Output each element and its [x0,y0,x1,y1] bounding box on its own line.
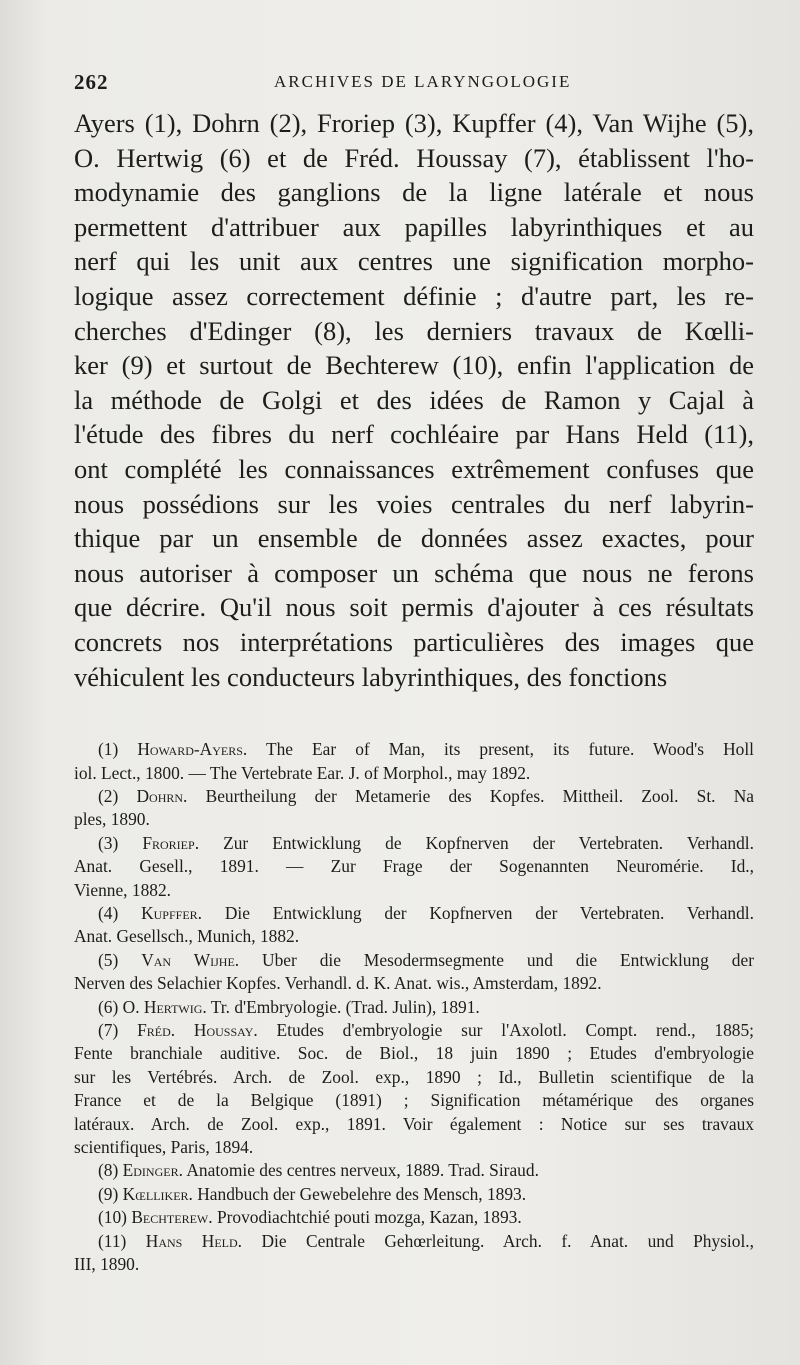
footnote-line: (5) Van Wijhe. Uber die Mesodermsegmente und die Entwicklung der [98,949,754,970]
footnote-text: Nerven des Selachier Kopfes. Verhandl. d. K. Anat. wis., Amsterdam, 1892. [74,973,602,994]
footnote-author: Froriep [142,832,195,853]
footnote-author: Kœlliker [122,1183,189,1204]
footnote [74,785,754,832]
footnote-line: (8) Edinger. Anatomie des centres nerveux, 1889. Trad. Siraud. [98,1160,539,1181]
journal-title: ARCHIVES DE LARYNGOLOGIE [274,72,572,91]
footnote-line: (1) Howard-Ayers. The Ear of Man, its present, its future. Wood's Holl [98,739,754,760]
footnote-text: Etudes d'embryologie sur l'Axolotl. Compt. rend., 1885; [276,1019,754,1040]
body-line: Ayers (1), Dohrn (2), Froriep (3), Kupffer (4), Van Wijhe (5), [74,108,754,138]
footnote-number: (7) [98,1019,138,1040]
footnote [74,832,754,902]
footnote-number: (10) [98,1207,132,1228]
footnote-line [74,1253,754,1276]
footnote-text: Handbuch der Gewebelehre des Mensch, 1893. [197,1183,527,1204]
body-line: ont complété les connaissances extrêmement confuses que [74,453,754,484]
footnote-author: Bechterew [131,1207,209,1228]
footnote [74,902,754,949]
body-line: O. Hertwig (6) et de Fréd. Houssay (7), établissent l'ho- [74,142,754,173]
body-line: cherches d'Edinger (8), les derniers travaux de Kœlli- [74,315,754,346]
footnote-line [74,879,754,902]
footnote [74,949,754,996]
footnote-text: Anat. Gesellsch., Munich, 1882. [74,926,300,947]
footnote-text: Vienne, 1882. [74,879,171,900]
footnote-line [74,925,754,948]
footnote-line [74,972,754,995]
footnote-text: sur les Vertébrés. Arch. de Zool. exp., 1890 ; Id., Bulletin scientifique de la [74,1066,754,1087]
footnote-line: (9) Kœlliker. Handbuch der Gewebelehre des Mensch, 1893. [98,1183,527,1204]
footnote-text: Fente branchiale auditive. Soc. de Biol., 18 juin 1890 ; Etudes d'embryologie [74,1043,754,1064]
footnote-author: O. Hertwig [122,996,203,1017]
body-line: modynamie des ganglions de la ligne latérale et nous [74,177,754,208]
footnote-line [74,1113,754,1136]
footnote-text: Beurtheilung der Metamerie des Kopfes. Mittheil. Zool. St. Na [205,785,754,806]
footnote-line: (3) Froriep. Zur Entwicklung de Kopfnerven der Vertebraten. Verhandl. [98,832,754,853]
footnote-line [74,1089,754,1112]
footnote-line: (11) Hans Held. Die Centrale Gehœrleitung. Arch. f. Anat. und Physiol., [98,1230,754,1251]
footnote-text: Die Entwicklung der Kopfnerven der Vertebraten. Verhandl. [224,902,754,923]
footnote [74,1159,754,1182]
footnote-author: Fréd. Houssay [137,1019,254,1040]
body-line: permettent d'attribuer aux papilles labyrinthiques et au [74,211,754,242]
footnote-author: Edinger [122,1160,179,1181]
footnote-text: Provodiachtchié pouti mozga, Kazan, 1893. [216,1207,522,1228]
body-line: l'étude des fibres du nerf cochléaire par Hans Held (11), [74,419,754,450]
footnote-author: Dohrn [136,785,184,806]
footnote-line: (2) Dohrn. Beurtheilung der Metamerie des Kopfes. Mittheil. Zool. St. Na [98,785,754,806]
footnote-line [74,1136,754,1159]
footnote-number: (5) [98,949,142,970]
footnote-text: Zur Entwicklung de Kopfnerven der Vertebraten. Verhandl. [223,832,754,853]
footnote-number: (2) [98,785,137,806]
footnote-number: (11) [98,1230,146,1251]
body-line: nous possédions sur les voies centrales du nerf labyrin- [74,488,754,519]
footnote-author: Hans Held [145,1230,238,1251]
footnotes [74,738,754,1276]
footnote-text: Die Centrale Gehœrleitung. Arch. f. Anat. und Physiol., [261,1230,754,1251]
footnote [74,996,754,1019]
footnote-line [74,855,754,878]
footnote-line [74,762,754,785]
footnote-text: Uber die Mesodermsegmente und die Entwicklung der [262,949,754,970]
footnote-author: Howard-Ayers [137,739,243,760]
footnote-text: III, 1890. [74,1254,140,1275]
footnote [74,1183,754,1206]
footnote-number: (8) [98,1160,123,1181]
footnote [74,738,754,785]
body-line: que décrire. Qu'il nous soit permis d'ajouter à ces résultats [74,592,754,623]
body-line: ker (9) et surtout de Bechterew (10), enfin l'application de [74,350,754,381]
footnote-line: (7) Fréd. Houssay. Etudes d'embryologie sur l'Axolotl. Compt. rend., 1885; [98,1019,754,1040]
footnote-line [74,1066,754,1089]
footnote-line [74,808,754,831]
footnote-line: (4) Kupffer. Die Entwicklung der Kopfnerven der Vertebraten. Verhandl. [98,902,754,923]
footnote [74,1019,754,1159]
footnote-text: Anat. Gesell., 1891. — Zur Frage der Sogenannten Neuromérie. Id., [74,856,754,877]
footnote [74,1230,754,1277]
footnote-number: (9) [98,1183,123,1204]
footnote-number: (3) [98,832,143,853]
footnote-number: (1) [98,739,138,760]
body-line: véhiculent les conducteurs labyrinthiques, des fonctions [74,661,668,692]
footnote-text: iol. Lect., 1800. — The Vertebrate Ear. J. of Morphol., may 1892. [74,762,531,783]
body-paragraph [74,106,754,694]
footnote-text: latéraux. Arch. de Zool. exp., 1891. Voir également : Notice sur ses travaux [74,1113,754,1134]
running-head [74,70,754,106]
body-line: nous autoriser à composer un schéma que nous ne ferons [74,557,754,588]
body-line: thique par un ensemble de données assez exactes, pour [74,523,754,554]
footnote-text: Anatomie des centres nerveux, 1889. Trad. Siraud. [186,1160,539,1181]
body-line: nerf qui les unit aux centres une signification morpho- [74,246,754,277]
footnote-line [74,1042,754,1065]
footnote-text: ples, 1890. [74,809,150,830]
page-number: 262 [74,70,109,94]
footnote-line: (6) O. Hertwig. Tr. d'Embryologie. (Trad. Julin), 1891. [98,996,480,1017]
footnote-text: The Ear of Man, its present, its future. Wood's Holl [265,739,754,760]
footnote-author: Van Wijhe [141,949,235,970]
footnote-line: (10) Bechterew. Provodiachtchié pouti mozga, Kazan, 1893. [98,1207,522,1228]
footnote [74,1206,754,1229]
body-line: concrets nos interprétations particulières des images que [74,626,754,657]
body-line: la méthode de Golgi et des idées de Ramon y Cajal à [74,384,754,415]
footnote-text: scientifiques, Paris, 1894. [74,1137,254,1157]
footnote-author: Kupffer [141,902,198,923]
footnote-text: Tr. d'Embryologie. (Trad. Julin), 1891. [210,996,480,1017]
footnote-number: (4) [98,902,142,923]
footnote-text: France et de la Belgique (1891) ; Signification métamérique des organes [74,1090,754,1111]
body-line: logique assez correctement définie ; d'autre part, les re- [74,280,754,311]
footnote-number: (6) [98,996,123,1017]
